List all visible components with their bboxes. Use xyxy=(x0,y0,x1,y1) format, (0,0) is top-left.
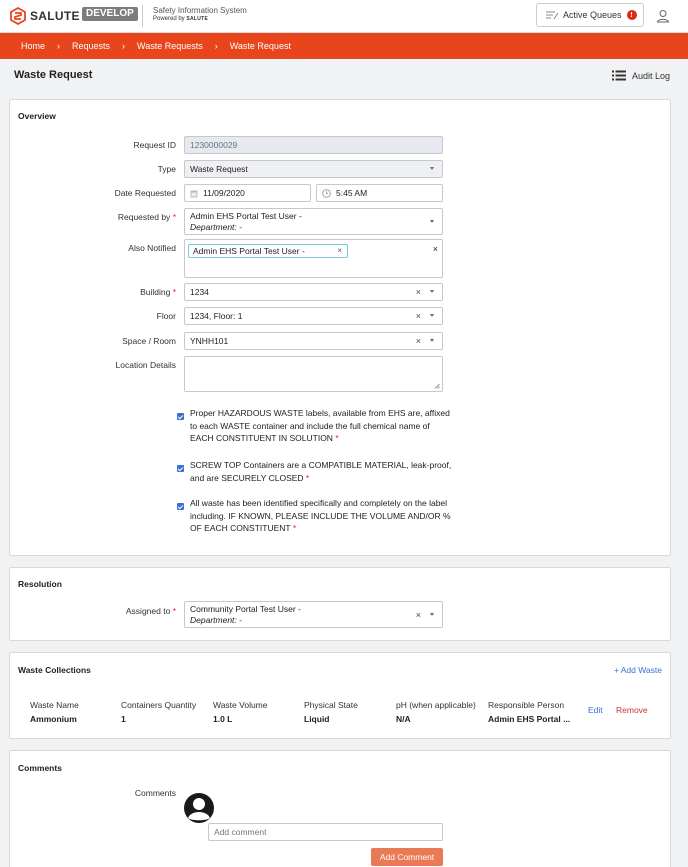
clear-icon[interactable]: × xyxy=(415,311,421,321)
date-requested-input[interactable] xyxy=(184,184,311,202)
calendar-icon xyxy=(190,189,198,198)
column-header-waste-volume: Waste Volume xyxy=(213,700,268,710)
assigned-to-dept: Department: - xyxy=(190,614,242,625)
ph-cell: N/A xyxy=(396,714,411,724)
resize-handle-icon[interactable] xyxy=(434,383,440,389)
clear-all-icon[interactable]: × xyxy=(432,244,438,254)
floor-label: Floor xyxy=(156,311,176,321)
date-requested-label: Date Requested xyxy=(114,188,176,198)
logo-text: SALUTE xyxy=(30,9,80,23)
caret-down-icon xyxy=(430,339,434,342)
clock-icon xyxy=(322,189,331,198)
waste-collections-title: Waste Collections xyxy=(18,665,91,675)
chevron-right-icon: › xyxy=(122,41,126,51)
active-queues-button[interactable] xyxy=(536,3,644,27)
tag-remove-icon[interactable]: × xyxy=(337,246,342,255)
screw-top-text xyxy=(190,459,452,484)
active-queues-alert-badge: ! xyxy=(627,10,637,20)
resolution-title: Resolution xyxy=(18,579,62,589)
request-id-value: 1230000029 xyxy=(190,140,238,150)
assigned-to-label-text: Assigned to xyxy=(125,606,171,616)
waste-identified-text xyxy=(190,497,452,535)
edit-waste-button[interactable]: Edit xyxy=(588,705,603,715)
app-name: Safety Information System xyxy=(153,6,247,15)
floor-value: 1234, Floor: 1 xyxy=(190,311,243,321)
caret-down-icon xyxy=(430,314,434,317)
powered-by-brand: SALUTE xyxy=(186,16,209,22)
space-room-select[interactable] xyxy=(184,332,443,350)
building-select[interactable] xyxy=(184,283,443,301)
add-comment-button[interactable]: Add Comment xyxy=(371,848,443,866)
also-notified-multiselect[interactable] xyxy=(184,239,443,278)
location-details-label: Location Details xyxy=(115,360,176,370)
breadcrumb-current: Waste Request xyxy=(229,41,291,51)
comments-label: Comments xyxy=(134,788,176,798)
salute-logo[interactable] xyxy=(9,7,80,25)
requested-by-label-text: Requested by xyxy=(117,212,171,222)
audit-log-button[interactable] xyxy=(612,70,670,81)
requested-by-label xyxy=(10,212,176,222)
caret-down-icon xyxy=(430,290,434,293)
audit-log-label: Audit Log xyxy=(632,70,671,81)
powered-by xyxy=(153,16,208,22)
clear-icon[interactable]: × xyxy=(415,336,421,346)
required-mark: * xyxy=(172,287,176,297)
time-requested-input[interactable] xyxy=(316,184,443,202)
overview-panel xyxy=(9,99,671,556)
user-icon[interactable] xyxy=(656,9,670,23)
physical-state-cell: Liquid xyxy=(304,714,330,724)
caret-down-icon xyxy=(430,613,434,616)
required-mark: * xyxy=(335,433,339,443)
screw-top-text-body: SCREW TOP Containers are a COMPATIBLE MATERIAL, leak-proof, and are SECURELY CLOSED xyxy=(190,460,452,483)
space-room-value: YNHH101 xyxy=(190,336,229,346)
screw-top-checkbox[interactable] xyxy=(177,465,184,472)
list-icon xyxy=(612,70,626,81)
comments-panel xyxy=(9,750,671,867)
also-notified-label: Also Notified xyxy=(128,243,176,253)
containers-quantity-cell: 1 xyxy=(121,714,126,724)
breadcrumb-requests[interactable]: Requests xyxy=(72,41,111,51)
overview-title: Overview xyxy=(18,111,56,121)
caret-down-icon xyxy=(430,167,434,170)
column-header-waste-name: Waste Name xyxy=(30,700,79,710)
waste-name-cell: Ammonium xyxy=(30,714,77,724)
request-id-label: Request ID xyxy=(133,140,176,150)
powered-by-prefix: Powered by xyxy=(153,16,185,22)
type-select[interactable] xyxy=(184,160,443,178)
chevron-right-icon: › xyxy=(214,41,218,51)
responsible-person-cell: Admin EHS Portal ... xyxy=(488,714,571,724)
waste-volume-cell: 1.0 L xyxy=(213,714,233,724)
required-mark: * xyxy=(172,606,176,616)
clear-icon[interactable]: × xyxy=(415,610,421,620)
requested-by-select[interactable] xyxy=(184,208,443,235)
waste-collections-panel xyxy=(9,652,671,739)
location-details-textarea[interactable] xyxy=(184,356,443,392)
caret-down-icon xyxy=(430,220,434,223)
labels-affixed-text-body: Proper HAZARDOUS WASTE labels, available from EHS are, affixed to each WASTE container and include the full chemical name of EACH CONSTITUENT IN SOLUTION xyxy=(190,408,450,443)
type-label: Type xyxy=(157,164,176,174)
resolution-panel xyxy=(9,567,671,641)
building-label xyxy=(10,287,176,297)
column-header-containers-quantity: Containers Quantity xyxy=(121,700,197,710)
required-mark: * xyxy=(172,212,176,222)
labels-affixed-text xyxy=(190,407,452,445)
building-value: 1234 xyxy=(190,287,209,297)
column-header-responsible-person: Responsible Person xyxy=(488,700,565,710)
remove-waste-button[interactable]: Remove xyxy=(616,705,648,715)
breadcrumb-waste-requests[interactable]: Waste Requests xyxy=(137,41,203,51)
also-notified-tag-label: Admin EHS Portal Test User - xyxy=(193,246,305,256)
column-header-ph: pH (when applicable) xyxy=(396,700,476,710)
comment-input[interactable] xyxy=(208,823,443,841)
clear-icon[interactable]: × xyxy=(415,287,421,297)
column-header-physical-state: Physical State xyxy=(304,700,358,710)
also-notified-tag[interactable] xyxy=(188,244,348,258)
salute-logo-icon xyxy=(9,7,27,25)
comments-title: Comments xyxy=(18,763,62,773)
assigned-to-select[interactable] xyxy=(184,601,443,628)
breadcrumb xyxy=(0,33,688,59)
queue-list-icon xyxy=(545,10,559,20)
chevron-right-icon: › xyxy=(57,41,61,51)
floor-select[interactable] xyxy=(184,307,443,325)
active-queues-label: Active Queues xyxy=(563,10,622,20)
breadcrumb-home[interactable]: Home xyxy=(21,41,46,51)
date-value: 11/09/2020 xyxy=(203,188,245,198)
environment-badge: DEVELOP xyxy=(82,7,138,21)
time-value: 5:45 AM xyxy=(336,188,368,198)
add-waste-button[interactable]: + Add Waste xyxy=(613,665,662,675)
labels-affixed-checkbox[interactable] xyxy=(177,413,184,420)
request-id-field xyxy=(184,136,443,154)
requested-by-dept: Department: - xyxy=(190,221,242,232)
type-value: Waste Request xyxy=(190,164,248,174)
page-title: Waste Request xyxy=(14,69,93,81)
assigned-to-label xyxy=(10,606,176,616)
avatar xyxy=(183,792,215,824)
header-divider xyxy=(142,5,143,27)
top-bar xyxy=(0,0,688,33)
waste-identified-checkbox[interactable] xyxy=(177,503,184,510)
space-room-label: Space / Room xyxy=(122,336,176,346)
required-mark: * xyxy=(292,523,297,533)
building-label-text: Building xyxy=(140,287,171,297)
assigned-to-name: Community Portal Test User - xyxy=(190,603,301,614)
requested-by-name: Admin EHS Portal Test User - xyxy=(190,210,302,221)
waste-identified-text-body: All waste has been identified specifically and completely on the label including. IF KNOWN, PLEASE INCLUDE THE VOLUME AND/OR % OF EACH CONSTITUENT xyxy=(190,498,451,533)
required-mark: * xyxy=(305,472,310,483)
